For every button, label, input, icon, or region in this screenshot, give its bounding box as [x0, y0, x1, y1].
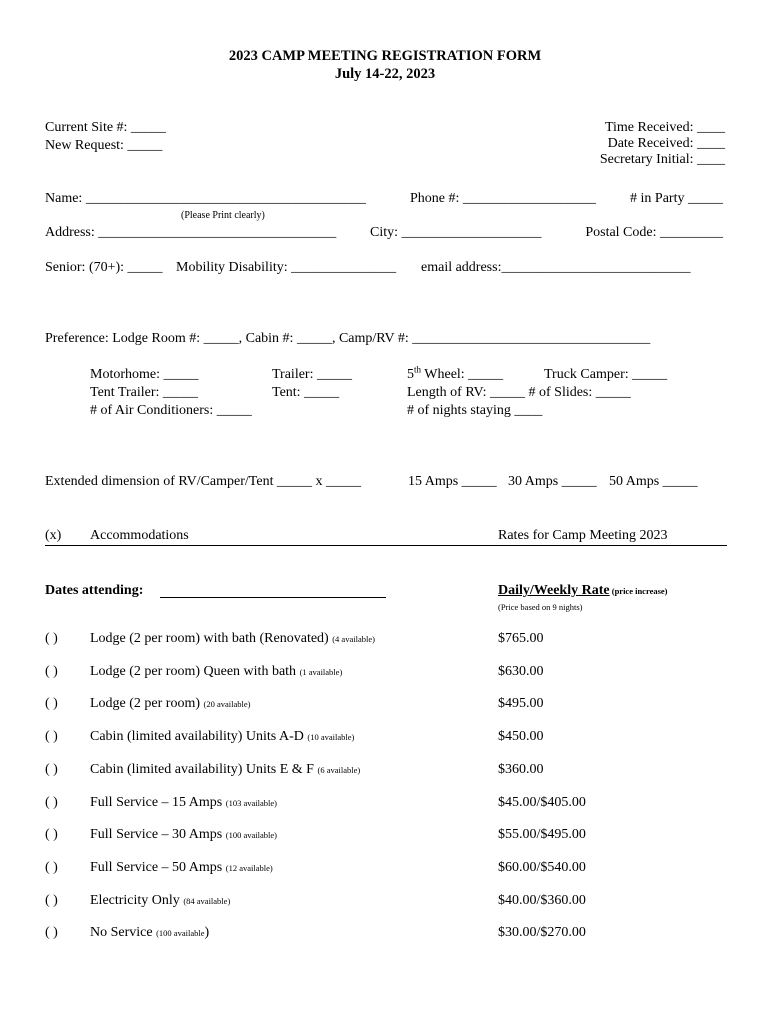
- accommodation-item: [90, 827, 277, 843]
- accommodation-rate: $55.00/$495.00: [498, 827, 586, 842]
- accommodation-item: [90, 925, 209, 941]
- accommodation-rate: $450.00: [498, 729, 544, 744]
- availability-count: (12 available): [225, 863, 273, 873]
- truck-camper-field[interactable]: Truck Camper: _____: [544, 367, 668, 382]
- email-field[interactable]: email address:___________________________: [421, 260, 691, 275]
- availability-count: (1 available): [299, 667, 343, 677]
- col-accommodations-header: Accommodations: [90, 528, 189, 543]
- accommodation-checkbox[interactable]: ( ): [45, 827, 58, 842]
- accommodation-rate: $60.00/$540.00: [498, 860, 586, 875]
- accommodation-rate: $30.00/$270.00: [498, 925, 586, 940]
- accommodation-checkbox[interactable]: ( ): [45, 664, 58, 679]
- accommodation-item: [90, 729, 354, 745]
- price-basis-note: (Price based on 9 nights): [498, 602, 583, 612]
- motorhome-field[interactable]: Motorhome: _____: [90, 367, 199, 382]
- extended-dimension-field[interactable]: Extended dimension of RV/Camper/Tent _____ x _____: [45, 474, 361, 489]
- availability-count: (6 available): [317, 765, 361, 775]
- current-site-field[interactable]: Current Site #: _____: [45, 120, 166, 135]
- city-field[interactable]: City: ____________________: [370, 225, 542, 240]
- availability-count: (100 available: [156, 928, 205, 938]
- print-clearly-note: (Please Print clearly): [181, 210, 265, 221]
- time-received-field[interactable]: Time Received: ____: [604, 120, 725, 135]
- availability-count: (20 available): [203, 699, 251, 709]
- accommodation-name: Lodge (2 per room) Queen with bath: [90, 664, 300, 679]
- accommodation-name: Cabin (limited availability) Units E & F: [90, 762, 318, 777]
- accommodation-name: Full Service – 50 Amps: [90, 860, 226, 875]
- accommodation-rate: $40.00/$360.00: [498, 893, 586, 908]
- dates-attending-label: Dates attending:: [45, 583, 144, 598]
- accommodation-checkbox[interactable]: ( ): [45, 925, 58, 940]
- daily-weekly-label: Daily/Weekly Rate: [498, 583, 610, 598]
- form-title: 2023 CAMP MEETING REGISTRATION FORM: [228, 48, 542, 64]
- accommodation-checkbox[interactable]: ( ): [45, 729, 58, 744]
- dates-attending-field[interactable]: [160, 597, 386, 598]
- accommodation-item: [90, 795, 277, 811]
- date-received-field[interactable]: Date Received: ____: [607, 136, 725, 151]
- fifth-wheel-sup: th: [414, 364, 422, 375]
- accommodation-checkbox[interactable]: ( ): [45, 893, 58, 908]
- availability-count: (103 available): [225, 798, 277, 808]
- availability-count: (4 available): [332, 634, 375, 644]
- accommodation-name: Lodge (2 per room) with bath (Renovated): [90, 631, 333, 646]
- accommodation-rate: $45.00/$405.00: [498, 795, 586, 810]
- amps-30-field[interactable]: 30 Amps _____: [508, 474, 597, 489]
- air-conditioners-field[interactable]: # of Air Conditioners: _____: [90, 403, 252, 418]
- accommodation-rate: $765.00: [498, 631, 544, 646]
- accommodation-name: Full Service – 30 Amps: [90, 827, 226, 842]
- tent-trailer-field[interactable]: Tent Trailer: _____: [90, 385, 198, 400]
- accommodation-name: Full Service – 15 Amps: [90, 795, 226, 810]
- accommodation-item: [90, 696, 251, 712]
- nights-staying-field[interactable]: # of nights staying ____: [407, 403, 543, 418]
- accommodation-item: [90, 893, 230, 909]
- new-request-field[interactable]: New Request: _____: [45, 138, 163, 153]
- name-field[interactable]: Name: ________________________________________: [45, 191, 366, 206]
- accommodation-name: Cabin (limited availability) Units A-D: [90, 729, 308, 744]
- amps-50-field[interactable]: 50 Amps _____: [609, 474, 698, 489]
- trailer-field[interactable]: Trailer: _____: [272, 367, 352, 382]
- accommodation-item: [90, 860, 273, 876]
- accommodation-rate: $360.00: [498, 762, 544, 777]
- fifth-wheel-field[interactable]: [407, 364, 504, 383]
- accommodation-item: [90, 631, 375, 647]
- address-field[interactable]: Address: __________________________________: [45, 225, 337, 240]
- mobility-field[interactable]: Mobility Disability: _______________: [176, 260, 397, 275]
- accommodation-rate: $495.00: [498, 696, 544, 711]
- availability-count: (84 available): [183, 896, 231, 906]
- postal-code-field[interactable]: Postal Code: _________: [585, 225, 723, 240]
- party-size-field[interactable]: # in Party _____: [630, 191, 723, 206]
- rate-heading: [498, 583, 668, 599]
- fifth-wheel-prefix: 5: [407, 367, 414, 382]
- col-rates-header: Rates for Camp Meeting 2023: [498, 528, 668, 543]
- price-increase-note: (price increase): [609, 586, 668, 596]
- accommodation-name-tail: ): [204, 925, 210, 940]
- accommodation-checkbox[interactable]: ( ): [45, 631, 58, 646]
- header-divider: [45, 545, 727, 546]
- availability-count: (10 available): [307, 732, 355, 742]
- preference-field[interactable]: Preference: Lodge Room #: _____, Cabin #: _____, Camp/RV #: __________________________________: [45, 331, 651, 346]
- accommodation-checkbox[interactable]: ( ): [45, 696, 58, 711]
- col-x-header: (x): [45, 528, 62, 543]
- accommodation-rate: $630.00: [498, 664, 544, 679]
- accommodation-name: Electricity Only: [90, 893, 184, 908]
- accommodation-checkbox[interactable]: ( ): [45, 795, 58, 810]
- phone-field[interactable]: Phone #: ___________________: [410, 191, 596, 206]
- accommodation-item: [90, 762, 360, 778]
- accommodation-name: No Service: [90, 925, 157, 940]
- senior-field[interactable]: Senior: (70+): _____: [45, 260, 163, 275]
- fifth-wheel-label: Wheel: _____: [421, 367, 504, 382]
- accommodation-item: [90, 664, 342, 680]
- accommodation-name: Lodge (2 per room): [90, 696, 204, 711]
- form-dates: July 14-22, 2023: [334, 66, 436, 82]
- availability-count: (100 available): [225, 830, 277, 840]
- secretary-initial-field[interactable]: Secretary Initial: ____: [599, 152, 725, 167]
- accommodation-checkbox[interactable]: ( ): [45, 860, 58, 875]
- accommodation-checkbox[interactable]: ( ): [45, 762, 58, 777]
- rv-length-slides-field[interactable]: Length of RV: _____ # of Slides: _____: [407, 385, 631, 400]
- amps-15-field[interactable]: 15 Amps _____: [408, 474, 497, 489]
- tent-field[interactable]: Tent: _____: [272, 385, 340, 400]
